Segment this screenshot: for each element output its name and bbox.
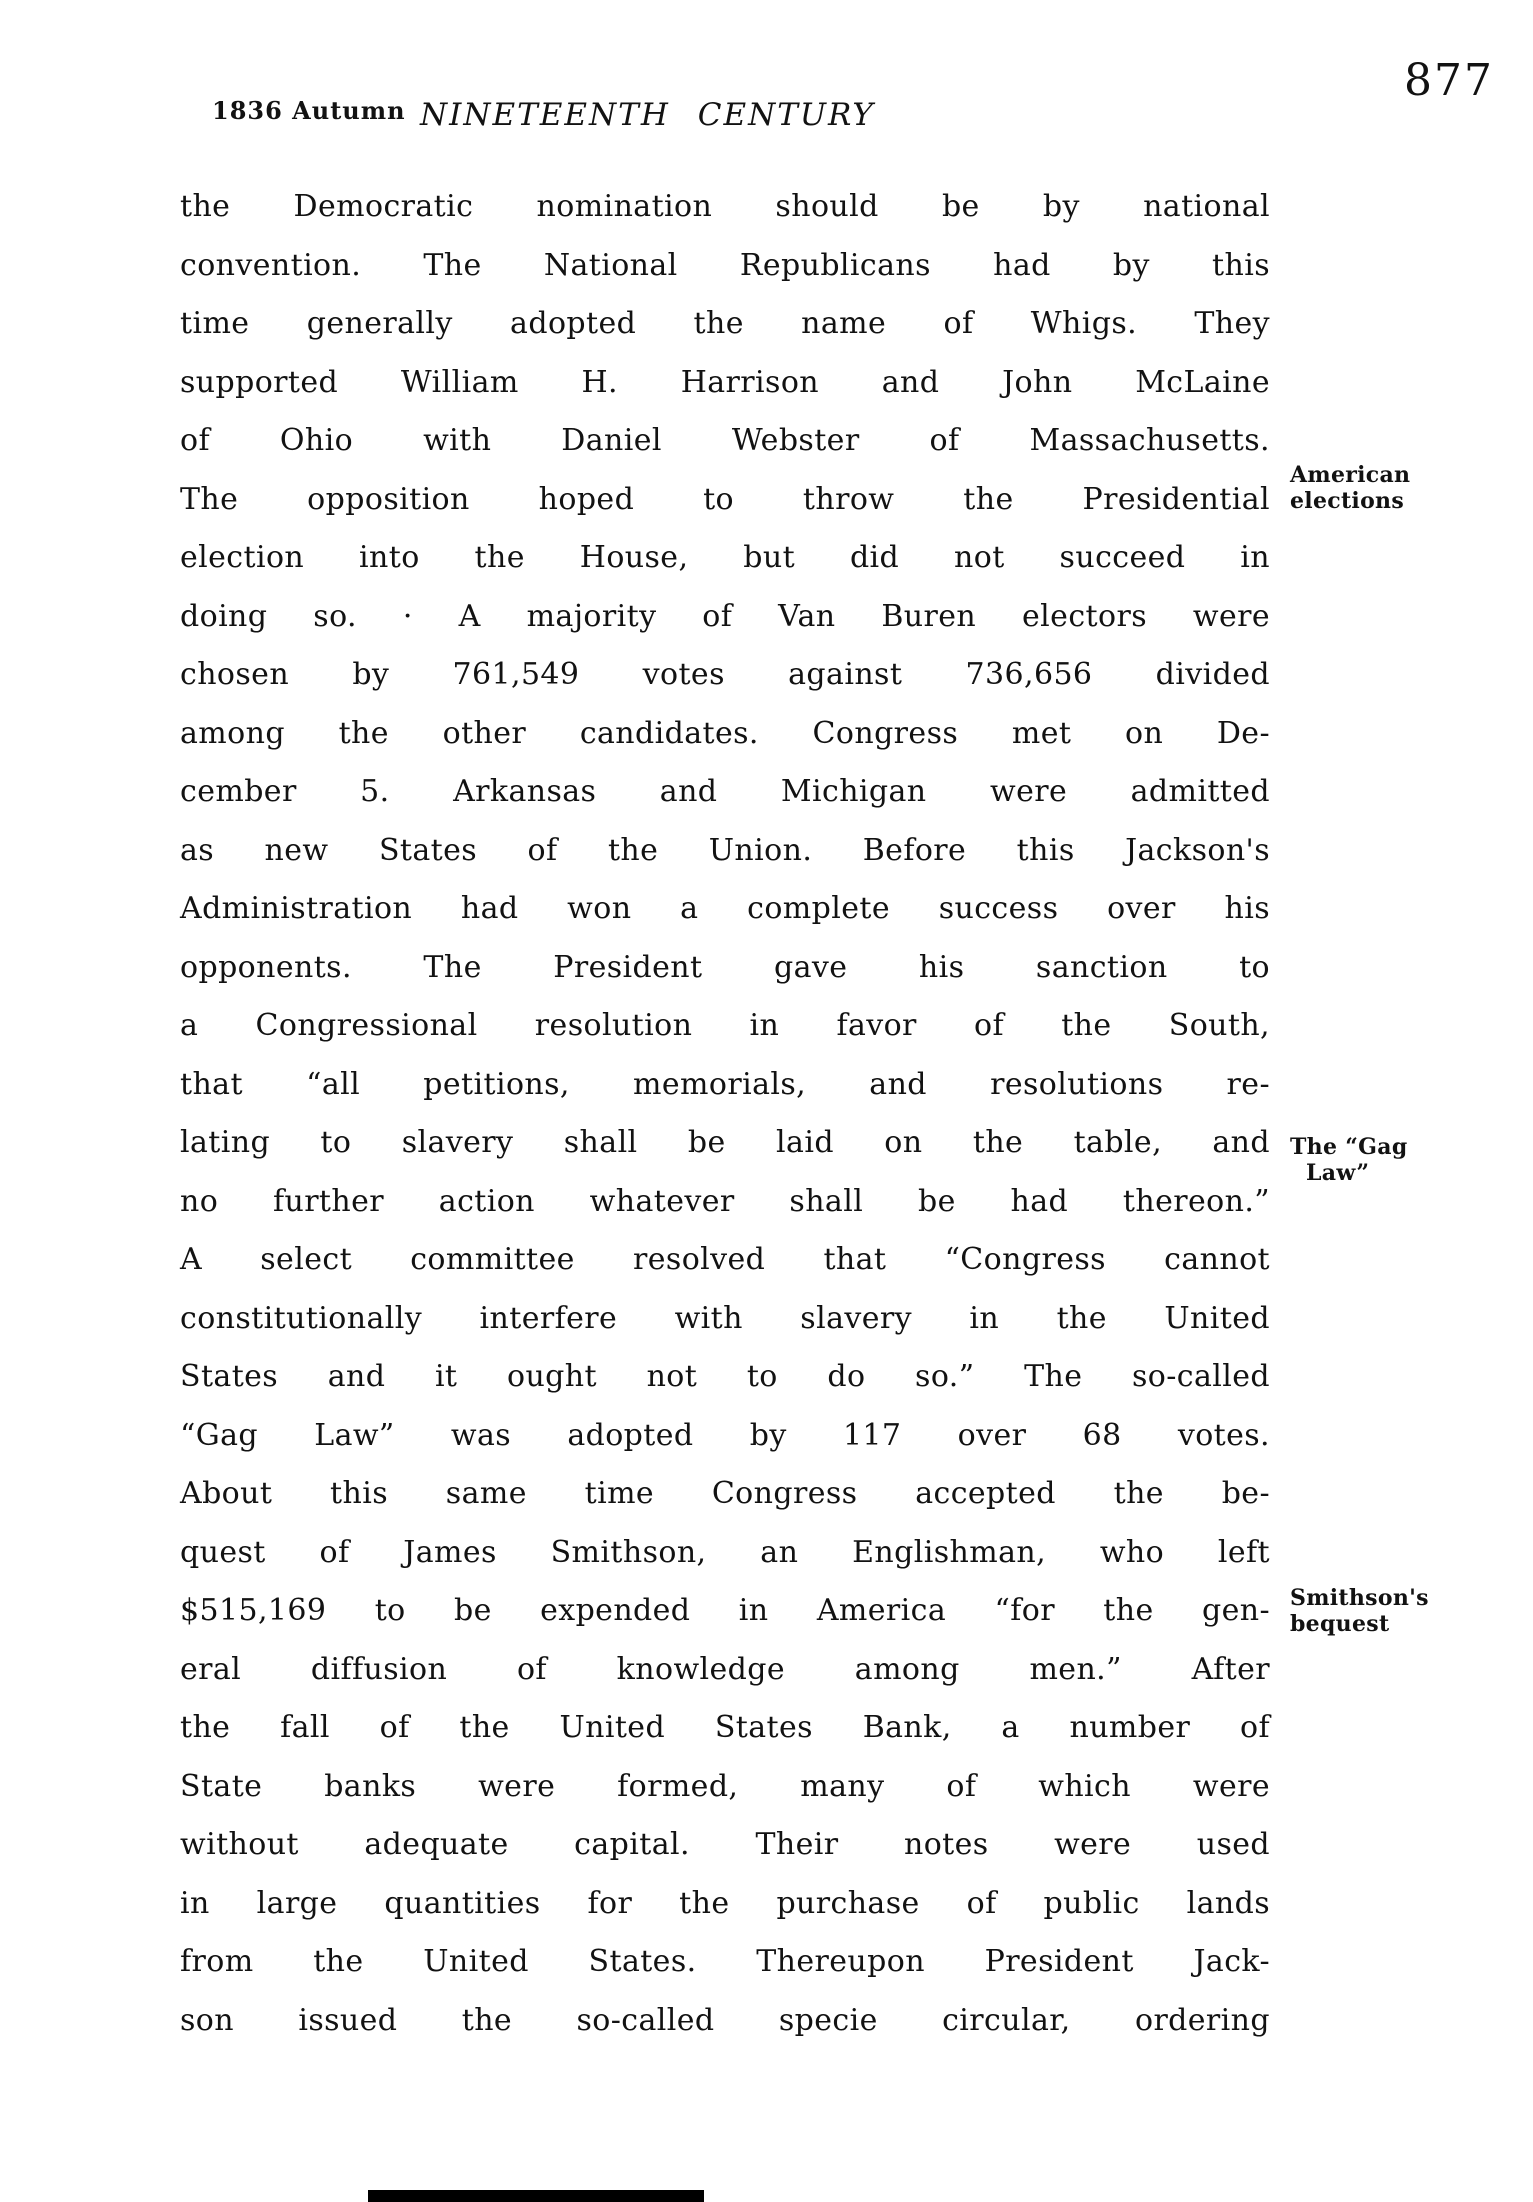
text-line: constitutionally interfere with slavery in the United (180, 1300, 1270, 1336)
scan-artifact-bar (368, 2190, 704, 2202)
text-line: opponents. The President gave his sanction to (180, 949, 1270, 985)
margin-note-american-elections (1290, 462, 1515, 514)
text-line: time generally adopted the name of Whigs. They (180, 306, 1270, 341)
margin-note-gag-law (1290, 1134, 1515, 1186)
text-line: from the United States. Thereupon President Jack- (180, 1944, 1270, 1979)
text-line: without adequate capital. Their notes were used (180, 1827, 1270, 1862)
text-line: $515,169 to be expended in America “for the gen- (180, 1593, 1270, 1628)
margin-note-line: bequest (1290, 1611, 1390, 1637)
text-line: no further action whatever shall be had thereon.” (180, 1183, 1270, 1219)
text-line: as new States of the Union. Before this Jackson's (180, 832, 1270, 868)
margin-note-line: elections (1290, 488, 1405, 514)
text-line: eral diffusion of knowledge among men.” After (180, 1651, 1270, 1687)
text-line: the Democratic nomination should be by national (180, 189, 1270, 224)
margin-note-line: Smithson's (1290, 1585, 1429, 1611)
header-date: 1836 Autumn (212, 96, 406, 125)
text-line: among the other candidates. Congress met on De- (180, 715, 1270, 751)
text-line: in large quantities for the purchase of public lands (180, 1885, 1270, 1921)
text-line: State banks were formed, many of which were (180, 1768, 1270, 1804)
text-line: lating to slavery shall be laid on the table, and (180, 1125, 1270, 1160)
margin-note-line: American (1290, 462, 1411, 488)
text-line: About this same time Congress accepted the be- (180, 1476, 1270, 1511)
margin-note-line: The “Gag (1290, 1134, 1408, 1160)
text-line: convention. The National Republicans had by this (180, 247, 1270, 283)
text-line: chosen by 761,549 votes against 736,656 divided (180, 657, 1270, 692)
text-line: supported William H. Harrison and John McLaine (180, 364, 1270, 400)
margin-note-smithsons-bequest (1290, 1585, 1515, 1637)
running-title: NINETEENTH CENTURY (420, 97, 875, 133)
text-line: Administration had won a complete success over his (180, 891, 1270, 926)
text-line: “Gag Law” was adopted by 117 over 68 votes. (180, 1417, 1270, 1453)
text-line: cember 5. Arkansas and Michigan were admitted (180, 774, 1270, 809)
text-line: The opposition hoped to throw the Presidential (180, 481, 1270, 517)
text-line: election into the House, but did not succeed in (180, 540, 1270, 575)
text-line: that “all petitions, memorials, and resolutions re- (180, 1066, 1270, 1102)
text-line: States and it ought not to do so.” The so-called (180, 1359, 1270, 1394)
text-line: quest of James Smithson, an Englishman, who left (180, 1534, 1270, 1570)
text-line: A select committee resolved that “Congress cannot (180, 1242, 1270, 1277)
text-line: the fall of the United States Bank, a number of (180, 1710, 1270, 1745)
text-line: a Congressional resolution in favor of the South, (180, 1008, 1270, 1043)
text-line: son issued the so-called specie circular, ordering (180, 2002, 1270, 2038)
margin-note-line: Law” (1306, 1160, 1370, 1186)
text-line: doing so. · A majority of Van Buren electors were (180, 598, 1270, 634)
page-number: 877 (1404, 55, 1494, 106)
text-line: of Ohio with Daniel Webster of Massachusetts. (180, 423, 1270, 458)
body-text (180, 178, 1270, 2050)
